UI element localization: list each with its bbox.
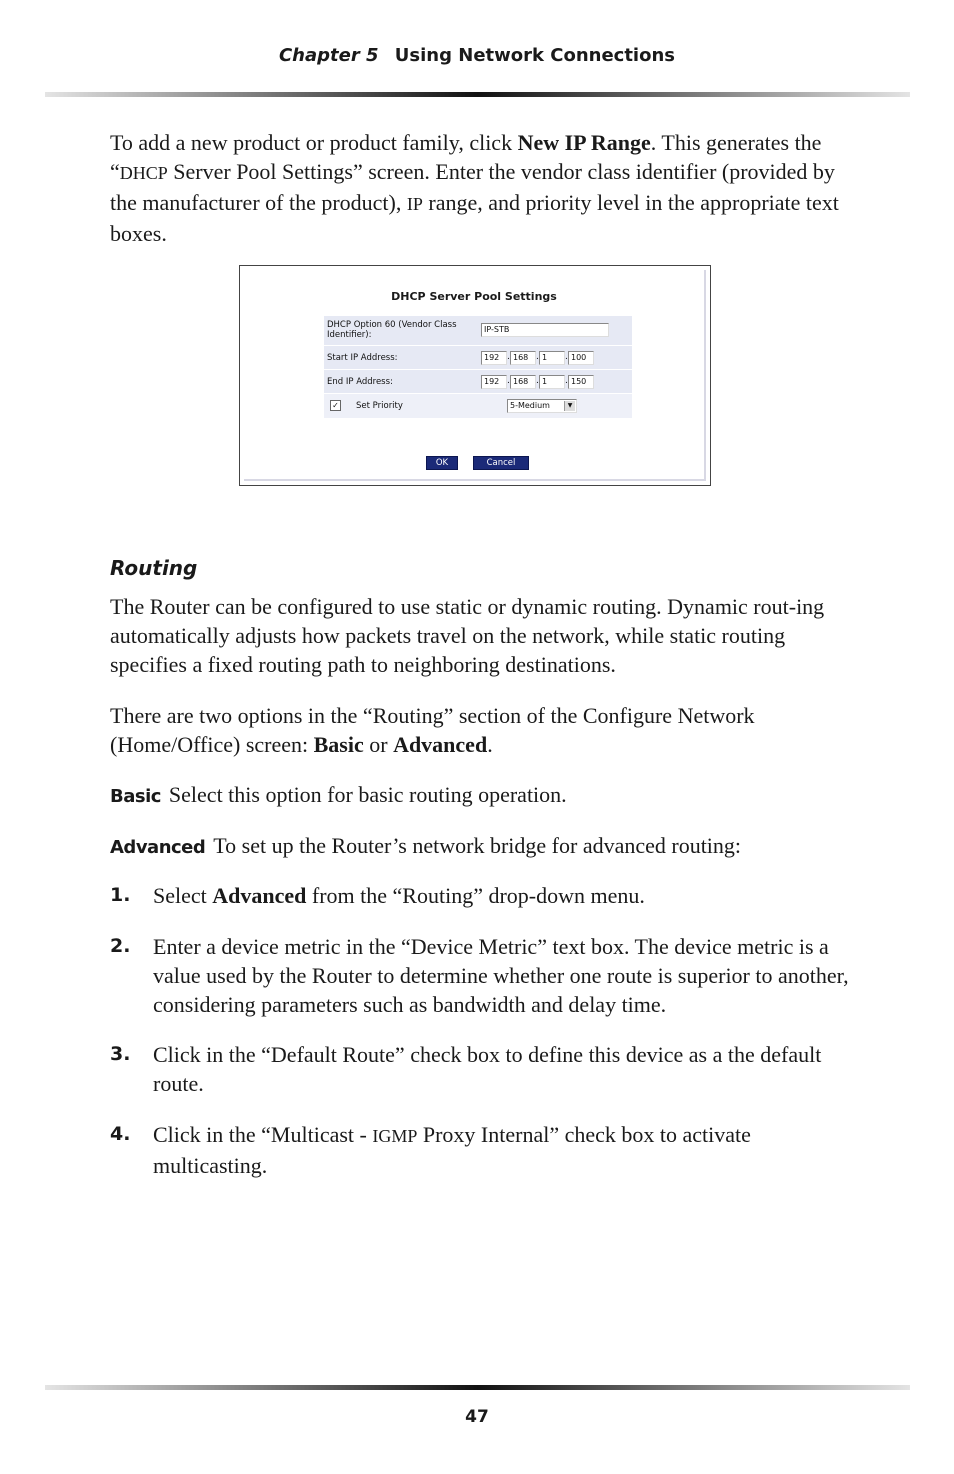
intro-text-c: Server Pool Settings” screen. Enter the vendor class identifier (provided by the manufacturer of the product), [110, 159, 835, 215]
ok-button[interactable]: OK [426, 456, 458, 470]
step-text: Click in the “Default Route” check box to define this device as a the default route. [153, 1042, 822, 1096]
vendor-class-label: DHCP Option 60 (Vendor Class Identifier): [327, 320, 457, 340]
step-4 [110, 1120, 862, 1180]
dialog-title: DHCP Server Pool Settings [391, 290, 557, 303]
end-ip-octet-1[interactable]: 192 [481, 375, 507, 389]
chapter-label: Chapter 5 [278, 45, 379, 66]
cancel-button[interactable]: Cancel [473, 456, 529, 470]
routing-heading: Routing [110, 556, 198, 580]
octet-separator: . [536, 376, 539, 386]
advanced-description: To set up the Router’s network bridge for advanced routing: [213, 833, 742, 858]
step-number: 3. [110, 1043, 131, 1065]
set-priority-checkbox[interactable]: ✓ [330, 400, 341, 411]
vendor-class-input[interactable]: IP-STB [481, 323, 609, 337]
routing-paragraph: The Router can be configured to use static or dynamic routing. Dynamic rout-ing automatically adjusts how packets travel on the network, while static routing specifies a fixed routing path to neighboring destinations. [110, 594, 825, 677]
step-text [153, 881, 862, 910]
advanced-term: Advanced [393, 732, 488, 757]
period-text: . [487, 732, 493, 757]
step-text-b: Proxy Internal” check box to activate multicasting. [153, 1122, 751, 1178]
end-ip-row [324, 370, 632, 394]
basic-term: Basic [313, 732, 364, 757]
start-ip-octet-3[interactable]: 1 [539, 351, 565, 365]
advanced-term: Advanced [212, 883, 307, 908]
page-number: 47 [465, 1407, 489, 1427]
octet-separator: . [507, 352, 510, 362]
step-text-a: Click in the “Multicast - [153, 1122, 373, 1147]
igmp-term: IGMP [372, 1126, 418, 1146]
set-priority-label: Set Priority [356, 401, 403, 411]
vendor-class-row [324, 316, 632, 346]
advanced-option [110, 831, 862, 862]
octet-separator: . [507, 376, 510, 386]
step-text-b: from the “Routing” drop-down menu. [306, 883, 645, 908]
end-ip-octet-4[interactable]: 150 [568, 375, 594, 389]
chevron-down-icon: ▼ [564, 401, 575, 411]
options-text: There are two options in the “Routing” section of the Configure Network (Home/Office) screen: [110, 703, 755, 757]
start-ip-octet-2[interactable]: 168 [510, 351, 536, 365]
start-ip-label: Start IP Address: [327, 353, 398, 363]
intro-text-a: To add a new product or product family, click [110, 130, 518, 155]
ip-term: IP [406, 194, 423, 214]
step-3 [110, 1040, 862, 1098]
intro-text-d: range, and priority level in the appropriate text boxes. [110, 190, 839, 246]
step-text [153, 1120, 862, 1180]
running-header [0, 45, 954, 66]
step-number: 4. [110, 1123, 131, 1145]
intro-text-b: . This generates the “ [110, 130, 822, 184]
octet-separator: . [536, 352, 539, 362]
header-rule [45, 92, 910, 97]
start-ip-row [324, 346, 632, 370]
routing-options-paragraph [110, 701, 862, 759]
dhcp-term: DHCP [119, 163, 168, 183]
end-ip-label: End IP Address: [327, 377, 393, 387]
or-text: or [363, 732, 394, 757]
step-number: 1. [110, 884, 131, 906]
step-text-a: Select [153, 883, 213, 908]
step-1 [110, 881, 862, 910]
basic-description: Select this option for basic routing operation. [168, 782, 567, 807]
end-ip-octet-2[interactable]: 168 [510, 375, 536, 389]
advanced-label: Advanced [110, 837, 206, 858]
step-2 [110, 932, 862, 1019]
pool-settings-form [324, 316, 632, 419]
chapter-title: Using Network Connections [394, 45, 676, 66]
intro-paragraph [110, 128, 862, 248]
priority-select[interactable] [507, 399, 577, 413]
screenshot-frame [244, 270, 706, 481]
dhcp-server-pool-screenshot [239, 265, 711, 486]
start-ip-octet-1[interactable]: 192 [481, 351, 507, 365]
footer-rule [45, 1385, 910, 1390]
start-ip-octet-4[interactable]: 100 [568, 351, 594, 365]
basic-label: Basic [110, 786, 161, 807]
step-number: 2. [110, 935, 131, 957]
basic-option [110, 780, 862, 811]
end-ip-octet-3[interactable]: 1 [539, 375, 565, 389]
priority-row [324, 394, 632, 419]
step-text: Enter a device metric in the “Device Metric” text box. The device metric is a value used by the Router to determine whether one route is superior to another, considering parameters such as bandwidth and delay time. [153, 934, 849, 1017]
octet-separator: . [565, 376, 568, 386]
new-ip-range-term: New IP Range [517, 130, 651, 155]
octet-separator: . [565, 352, 568, 362]
priority-selected-value: 5-Medium [510, 401, 550, 410]
